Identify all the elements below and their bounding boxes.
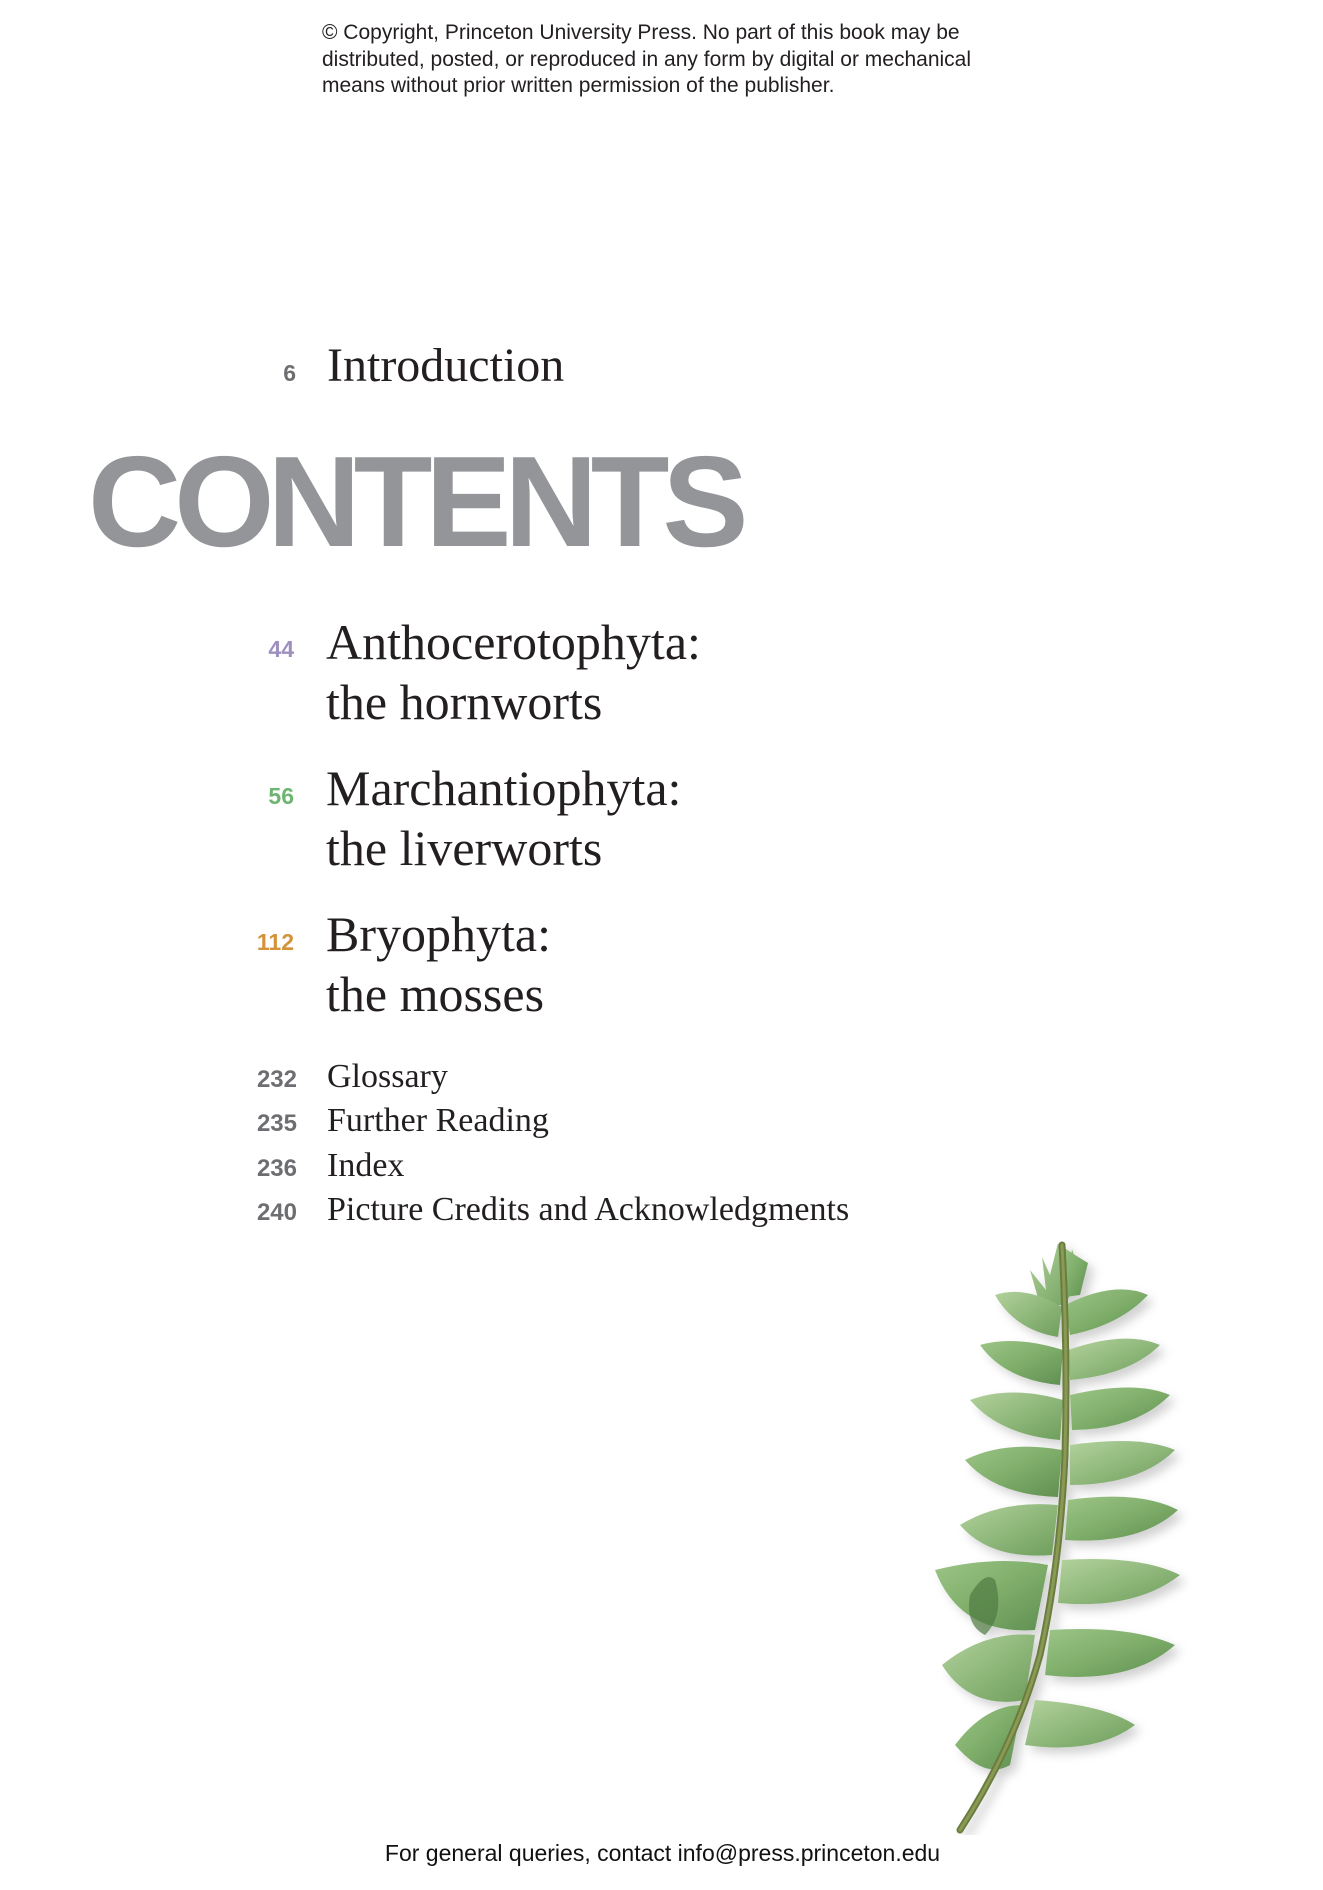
copyright-line-1: © Copyright, Princeton University Press. No part of this book may be: [322, 21, 960, 44]
index-entry[interactable]: Index: [327, 1147, 405, 1184]
copyright-line-2: distributed, posted, or reproduced in any form by digital or mechanical: [322, 47, 972, 71]
chapter-3-title-line-1: Bryophyta:: [326, 906, 551, 962]
chapter-1-title-line-2: the hornworts: [326, 674, 603, 730]
chapter-2-title-line-2: the liverworts: [326, 820, 603, 876]
footer-contact: [0, 1840, 1323, 1867]
chapter-3-page-number: 112: [256, 929, 294, 955]
chapter-2-title[interactable]: [326, 758, 681, 878]
chapter-1-page-number: 44: [268, 636, 294, 662]
moss-leaf-illustration: [930, 1235, 1200, 1835]
footer-contact-text: For general queries, contact info@press.princeton.edu: [384, 1840, 941, 1866]
contents-heading: CONTENTS: [88, 430, 742, 574]
chapter-1-title-line-1: Anthocerotophyta:: [326, 614, 701, 670]
copyright-line-3: means without prior written permission of the publisher.: [322, 74, 835, 97]
further-reading-page-number: 235: [256, 1110, 297, 1137]
picture-credits-entry[interactable]: Picture Credits and Acknowledgments: [327, 1191, 850, 1228]
chapter-3-title-line-2: the mosses: [326, 966, 545, 1022]
chapter-3-title[interactable]: [326, 904, 551, 1024]
further-reading-entry[interactable]: Further Reading: [327, 1102, 549, 1139]
chapter-2-title-line-1: Marchantiophyta:: [326, 760, 682, 816]
glossary-page-number: 232: [256, 1066, 297, 1093]
chapter-2-page-number: 56: [268, 783, 294, 809]
chapter-1-title[interactable]: [326, 612, 701, 732]
copyright-notice: [322, 20, 1042, 100]
index-page-number: 236: [256, 1155, 297, 1182]
intro-title[interactable]: Introduction: [327, 339, 565, 392]
picture-credits-page-number: 240: [256, 1199, 297, 1226]
glossary-entry[interactable]: Glossary: [327, 1058, 448, 1095]
intro-page-number: 6: [283, 360, 296, 386]
